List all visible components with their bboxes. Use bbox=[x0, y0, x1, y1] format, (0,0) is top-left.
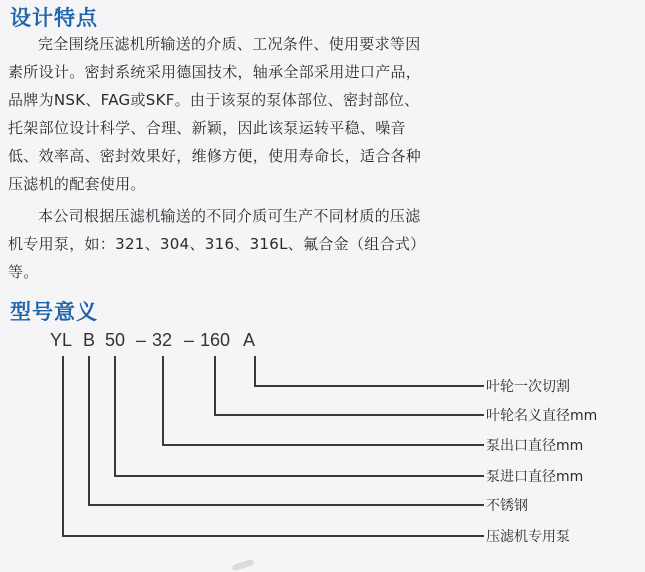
design-features-paragraph-2 bbox=[8, 202, 508, 286]
bracket-vertical-50 bbox=[114, 356, 116, 476]
bracket-horizontal-160 bbox=[214, 414, 484, 416]
legend-filter-press-pump: 压滤机专用泵 bbox=[486, 529, 570, 545]
legend-stainless-steel: 不锈钢 bbox=[486, 498, 528, 514]
code-part-yl: YL bbox=[50, 330, 73, 350]
bracket-horizontal-32 bbox=[162, 444, 484, 446]
code-part-160: 160 bbox=[200, 330, 231, 350]
legend-impeller-diameter: 叶轮名义直径mm bbox=[486, 408, 598, 424]
paragraph-line: 素所设计。密封系统采用德国技术，轴承全部采用进口产品， bbox=[8, 63, 422, 81]
code-part-dash-1: – bbox=[136, 330, 147, 350]
bracket-horizontal-50 bbox=[114, 475, 484, 477]
paragraph-line: 低、效率高、密封效果好，维修方便，使用寿命长，适合各种 bbox=[8, 147, 422, 165]
bracket-vertical-yl bbox=[62, 356, 64, 536]
code-part-50: 50 bbox=[105, 330, 126, 350]
code-part-b: B bbox=[83, 330, 96, 350]
design-features-paragraph-1 bbox=[8, 30, 508, 198]
paragraph-line: 完全围绕压滤机所输送的介质、工况条件、使用要求等因 bbox=[38, 35, 421, 53]
paragraph-line: 托架部位设计科学、合理、新颖，因此该泵运转平稳、噪音 bbox=[8, 119, 406, 137]
code-part-a: A bbox=[243, 330, 256, 350]
legend-outlet-diameter: 泵出口直径mm bbox=[486, 438, 584, 454]
code-part-dash-2: – bbox=[184, 330, 195, 350]
paragraph-line: 等。 bbox=[8, 263, 39, 281]
bracket-horizontal-a bbox=[254, 385, 484, 387]
paragraph-line: 机专用泵，如：321、304、316、316L、氟合金（组合式） bbox=[8, 235, 426, 253]
legend-impeller-trim: 叶轮一次切割 bbox=[486, 379, 570, 395]
bracket-vertical-160 bbox=[214, 356, 216, 415]
section-title-model-meaning: 型号意义 bbox=[10, 300, 98, 324]
bracket-vertical-32 bbox=[162, 356, 164, 445]
paragraph-line: 压滤机的配套使用。 bbox=[8, 175, 146, 193]
bracket-vertical-b bbox=[88, 356, 90, 505]
bracket-horizontal-b bbox=[88, 504, 484, 506]
scan-smudge bbox=[232, 559, 255, 572]
legend-inlet-diameter: 泵进口直径mm bbox=[486, 469, 584, 485]
bracket-horizontal-yl bbox=[62, 535, 484, 537]
bracket-vertical-a bbox=[254, 356, 256, 386]
code-part-32: 32 bbox=[152, 330, 173, 350]
paragraph-line: 品牌为NSK、FAG或SKF。由于该泵的泵体部位、密封部位、 bbox=[8, 91, 420, 109]
paragraph-line: 本公司根据压滤机输送的不同介质可生产不同材质的压滤 bbox=[38, 207, 421, 225]
section-title-design-features: 设计特点 bbox=[10, 6, 98, 30]
